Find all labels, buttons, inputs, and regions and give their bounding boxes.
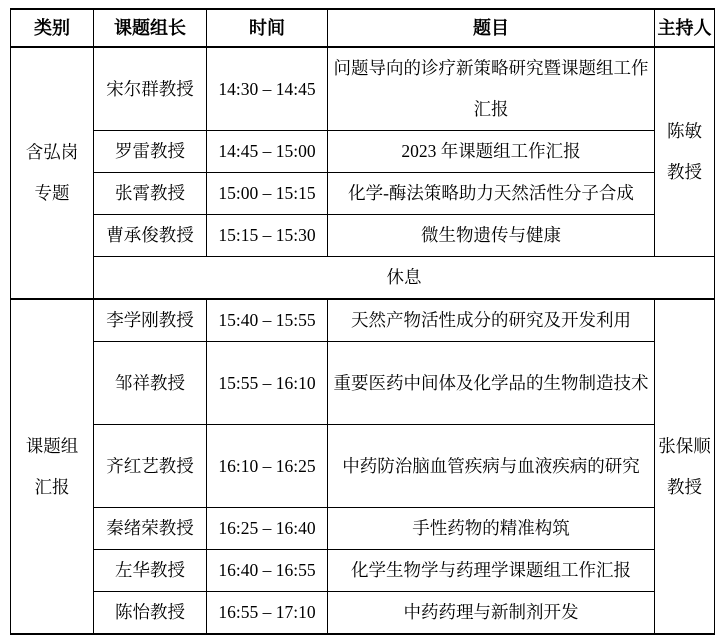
time-cell: 15:40 – 15:55 <box>207 299 328 342</box>
leader-cell: 张霄教授 <box>94 173 207 215</box>
time-cell: 14:30 – 14:45 <box>207 47 328 131</box>
category-line: 含弘岗 <box>25 142 79 162</box>
title-cell: 化学生物学与药理学课题组工作汇报 <box>328 550 655 592</box>
time-cell: 16:25 – 16:40 <box>207 508 328 550</box>
break-cell: 休息 <box>94 257 715 300</box>
title-cell: 化学-酶法策略助力天然活性分子合成 <box>328 173 655 215</box>
leader-cell: 罗雷教授 <box>94 131 207 173</box>
table-row <box>11 342 715 425</box>
category-cell-section1 <box>11 47 94 299</box>
host-line: 教授 <box>667 476 702 497</box>
leader-cell: 邹祥教授 <box>94 342 207 425</box>
time-cell: 14:45 – 15:00 <box>207 131 328 173</box>
table-row <box>11 131 715 173</box>
title-cell: 问题导向的诊疗新策略研究暨课题组工作汇报 <box>328 47 655 131</box>
category-line: 专题 <box>34 183 70 203</box>
host-line: 陈敏 <box>667 121 702 141</box>
leader-cell: 秦绪荣教授 <box>94 508 207 550</box>
table-row <box>11 508 715 550</box>
time-cell: 15:00 – 15:15 <box>207 173 328 215</box>
table-row <box>11 592 715 635</box>
host-line: 张保顺 <box>658 435 711 456</box>
time-cell: 16:40 – 16:55 <box>207 550 328 592</box>
leader-cell: 左华教授 <box>94 550 207 592</box>
category-line: 课题组 <box>25 435 79 456</box>
title-cell: 微生物遗传与健康 <box>328 215 655 257</box>
host-cell-section1 <box>655 47 715 257</box>
table-row <box>11 215 715 257</box>
category-line: 汇报 <box>34 476 70 497</box>
title-cell: 手性药物的精准构筑 <box>328 508 655 550</box>
table-row <box>11 47 715 131</box>
table-row <box>11 425 715 508</box>
leader-cell: 陈怡教授 <box>94 592 207 635</box>
title-cell: 中药防治脑血管疾病与血液疾病的研究 <box>328 425 655 508</box>
header-row <box>11 9 715 47</box>
title-cell: 天然产物活性成分的研究及开发利用 <box>328 299 655 342</box>
host-line: 教授 <box>667 162 702 182</box>
leader-cell: 宋尔群教授 <box>94 47 207 131</box>
table-row <box>11 550 715 592</box>
leader-cell: 齐红艺教授 <box>94 425 207 508</box>
header-title: 题目 <box>328 9 655 47</box>
leader-cell: 李学刚教授 <box>94 299 207 342</box>
time-cell: 15:15 – 15:30 <box>207 215 328 257</box>
header-leader: 课题组长 <box>94 9 207 47</box>
header-time: 时间 <box>207 9 328 47</box>
category-cell-section2 <box>11 299 94 634</box>
leader-cell: 曹承俊教授 <box>94 215 207 257</box>
title-cell: 2023 年课题组工作汇报 <box>328 131 655 173</box>
time-cell: 16:55 – 17:10 <box>207 592 328 635</box>
title-cell: 中药药理与新制剂开发 <box>328 592 655 635</box>
time-cell: 16:10 – 16:25 <box>207 425 328 508</box>
table-row <box>11 173 715 215</box>
title-cell: 重要医药中间体及化学品的生物制造技术 <box>328 342 655 425</box>
header-host: 主持人 <box>655 9 715 47</box>
table-row <box>11 299 715 342</box>
host-cell-section2 <box>655 299 715 634</box>
schedule-table <box>10 8 715 635</box>
time-cell: 15:55 – 16:10 <box>207 342 328 425</box>
header-category: 类别 <box>11 9 94 47</box>
break-row <box>11 257 715 300</box>
